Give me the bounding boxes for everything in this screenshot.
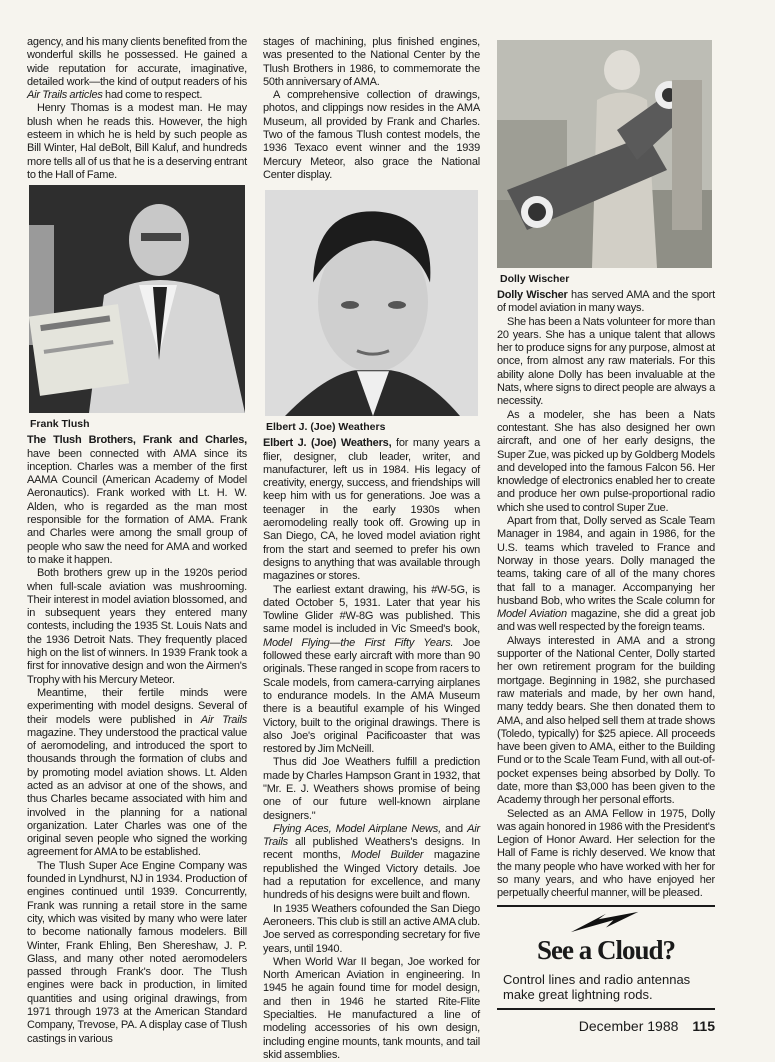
text-run: for many years a flier, designer, club leader, writer, and manufacturer, left us in 1984. His legacy of creativity, energy, success, and friendships will keep him with us for generations. Joe was a teenager in the early 1930s when aeromodeling really took off. Growing up in San Diego, CA, he loved model aviation right from the start and seemed to prefer his own designs to anything that was available through magazines or stores.	[263, 437, 480, 583]
paragraph	[497, 515, 715, 635]
lightning-bolt-icon	[566, 910, 646, 934]
ad-headline: See a Cloud?	[536, 934, 676, 965]
footer	[497, 1018, 715, 1034]
caption-frank-tlush: Frank Tlush	[30, 418, 90, 431]
paragraph	[263, 823, 480, 903]
dolly-wischer-photo-image	[497, 40, 712, 268]
paragraph	[263, 437, 480, 583]
text-run: magazine. They understood the practical value of aeromodeling, and introduced the sport to thousands through the formation of clubs and by promoting model aviation shows. Lt. Alden acted as an advisor at one of the shows, and thus Charles became associated with him and involved in the planning for a national organization. Later Charles was one of the original seven people who signed the working agreement for AMA to be established.	[27, 726, 247, 859]
paragraph	[263, 956, 480, 1062]
text-run: Henry Thomas is a modest man. He may blush when he reads this. However, the high esteem in which he is held by such people as Bill Winter, Hal deBolt, Bill Kaluf, and hundreds more tells all of us that he is a deserving entrant to the Hall of Fame.	[27, 102, 247, 181]
text-run: A comprehensive collection of drawings, photos, and clippings now resides in the AMA Museum, all provided by Frank and Charles. Two of the famous Tlush contest models, the 1936 Texaco event winner and the 1939 Mercury Meteor, also grace the National Center display.	[263, 89, 480, 181]
text-run: Joe followed these early aircraft with more than 90 originals. These ranged in scope from racers to Scale models, from camera-carrying airplanes to endurance models. In the AMA Museum there is a beautiful example of his Winged Victory, built to the original drawings. There is also Joe's original Pacificoaster that was restored by Jim McNeill.	[263, 636, 480, 756]
text-run: As a modeler, she has been a Nats contestant. She has also designed her own aircraft, and one of her early designs, the Super Zue, was picked up by Goldberg Models and developed into the famous Falcon 56. Her knowledge of electronics enabled her to create and produce her own pulse-proportional radio which she used to control Super Zue.	[497, 408, 715, 514]
paragraph	[263, 903, 480, 956]
text-run: stages of machining, plus finished engines, was presented to the National Center by the Tlush Brothers in 1986, to commemorate the 50th anniversary of AMA.	[263, 36, 480, 88]
text-run: magazine, she did a great job and was well respected by the foreign teams.	[497, 608, 715, 634]
paragraph	[27, 102, 247, 182]
paragraph	[263, 584, 480, 757]
photo-elbert-weathers	[265, 190, 478, 416]
italic-title: Air Trails	[200, 713, 248, 726]
text-run: Always interested in AMA and a strong supporter of the National Center, Dolly started her own retirement program for the building mortgage. Beginning in 1982, she purchased raw materials and made, by her own hand, many teddy bears. She then donated them to AMA, and also helped sell them at trade shows (Toledo, typically) for $25 apiece. All proceeds have been given to AMA, either to the Building Fund or to the Scale Team Fund, with all out-of-pocket expenses being absorbed by Dolly. To date, more than $3,000 has been given to the Academy through her personal efforts.	[497, 634, 715, 807]
italic-title: Model Builder	[351, 849, 424, 862]
text-run: had come to respect.	[102, 89, 203, 102]
ad-block	[497, 905, 715, 1010]
footer-page-number: 115	[692, 1017, 715, 1034]
caption-dolly-wischer: Dolly Wischer	[500, 273, 570, 285]
paragraph	[497, 409, 715, 515]
column-2-top-text	[263, 36, 480, 182]
text-run: has served AMA and the sport of model aviation in many ways.	[497, 289, 715, 315]
italic-title: Model Aviation	[497, 608, 567, 621]
paragraph	[27, 567, 247, 687]
italic-title: Model Flying—the First Fifty Years.	[263, 636, 454, 649]
column-1-top-text	[27, 36, 247, 182]
paragraph	[27, 434, 247, 567]
column-1-body-text	[27, 434, 247, 1046]
caption-elbert-weathers: Elbert J. (Joe) Weathers	[266, 421, 386, 434]
frank-tlush-photo-image	[29, 185, 245, 413]
paragraph	[263, 36, 480, 89]
text-run: Both brothers grew up in the 1920s period when full-scale aviation was mushrooming. Their interest in model aviation blossomed, and in subsequent years they entered many contests, including the 1935 St. Louis Nats and the 1936 Detroit Nats. They frequently placed high on the list of winners. In 1939 Frank took a first for innovative design and won the Airmen's Trophy with his Mercury Meteor.	[27, 567, 247, 686]
bold-lead-in: The Tlush Brothers, Frank and Charles,	[27, 434, 247, 447]
photo-dolly-wischer	[497, 40, 712, 268]
paragraph	[27, 36, 247, 102]
paragraph	[27, 687, 247, 860]
text-run: Thus did Joe Weathers fulfill a prediction made by Charles Hampson Grant in 1932, that "Mr. E. J. Weathers shows promise of being one of our future well-known airplane designers."	[263, 756, 480, 822]
italic-title: Flying Aces, Model Airplane News,	[273, 822, 441, 835]
text-run: In 1935 Weathers cofounded the San Diego Aeroneers. This club is still an active AMA club. Joe served as corresponding secretary for five years, until 1940.	[263, 902, 480, 955]
text-run: When World War II began, Joe worked for North American Aviation in engineering. In 1945 he again found time for model design, and then in 1946 he started Rite-Flite Specialties. He manufactured a line of modeling accessories of his own design, including engine mounts, tank mounts, and tail skid assemblies.	[263, 955, 480, 1061]
text-run: Apart from that, Dolly served as Scale Team Manager in 1984, and again in 1986, for the U.S. teams which traveled to France and Norway in those years. Dolly managed the teams, taking care of all of the many chores that fall to a manager. Accompanying her husband Bob, who writes the Scale column for	[497, 515, 715, 607]
paragraph	[263, 756, 480, 822]
column-3-body-text	[497, 289, 715, 901]
text-run: Selected as an AMA Fellow in 1975, Dolly was again honored in 1986 with the President's Legion of Honor Award. Her selection for the Hall of Fame is richly deserved. We know that the many people who have worked with her for so many years, and who have enjoyed her perpetually cheerful manner, will be pleased.	[497, 807, 715, 900]
column-2	[263, 36, 480, 1062]
paragraph	[497, 289, 715, 316]
text-run: The earliest extant drawing, his #W-5G, is dated October 5, 1931. Later that year his Towline Glider #W-8G was published. This same model is included in Vic Smeed's book,	[263, 583, 480, 636]
ad-top-rule	[497, 905, 715, 907]
paragraph	[497, 635, 715, 808]
bold-lead-in: Dolly Wischer	[497, 289, 568, 301]
text-run: Meantime, their fertile minds were experimenting with model designs. Several of their models were published in	[27, 686, 247, 726]
text-run: The Tlush Super Ace Engine Company was founded in Lyndhurst, NJ in 1934. Production of engines continued until 1939. Concurrently, Frank was running a retail store in the same city, which was visited by many who were later to become nationally famous modelers. Bill Winter, Frank Ehling, Ben Shereshaw, J. P. Glass, and many other noted aeromodelers passed through Frank's door. The Tlush engines were back in production, in limited quantities and using original drawings, from 1971 through 1973 at the American Standard Company, Trevose, PA. A display case of Tlush castings in various	[27, 859, 247, 1045]
ad-body-text: Control lines and radio antennas make great lightning rods.	[503, 971, 691, 1002]
column-3	[497, 40, 715, 1034]
text-run: all published Weathers's designs. In recent months,	[263, 836, 480, 862]
paragraph	[27, 860, 247, 1046]
italic-title: Air Trails articles	[27, 89, 103, 102]
bold-lead-in: Elbert J. (Joe) Weathers,	[263, 437, 392, 450]
paragraph	[497, 316, 715, 409]
footer-issue-date: December 1988	[578, 1017, 679, 1034]
ad-bottom-rule	[497, 1008, 715, 1010]
column-2-body-text	[263, 437, 480, 1062]
elbert-weathers-photo-image	[265, 190, 478, 416]
text-run: agency, and his many clients benefited from the wonderful skills he possessed. He gained a wide reputation for accurate, imaginative, detailed work—the kind of output readers of his	[27, 36, 247, 88]
paragraph	[497, 808, 715, 901]
column-1	[27, 36, 247, 1046]
paragraph	[263, 89, 480, 182]
text-run: and	[440, 822, 468, 835]
text-run: She has been a Nats volunteer for more than 20 years. She has a unique talent that allows her to produce signs for any purpose, almost at once, from almost any raw materials. For this ability alone Dolly has been invaluable at the Nats, where signs to direct people are always a necessity.	[497, 315, 715, 408]
text-run: magazine republished the Winged Victory details. Joe had a reputation for excellence, and many hundreds of his designs were built and flown.	[263, 849, 480, 902]
italic-title: Air Trails	[263, 822, 481, 849]
photo-frank-tlush	[29, 185, 245, 413]
text-run: have been connected with AMA since its inception. Charles was a member of the first AAMA Council (American Academy of Model Aeronautics). Frank worked with Lt. H. W. Alden, who is regarded as the man most responsible for the formation of AMA. Frank and Charles were among the small group of people who saw the need for AMA and worked to make it happen.	[27, 447, 247, 566]
